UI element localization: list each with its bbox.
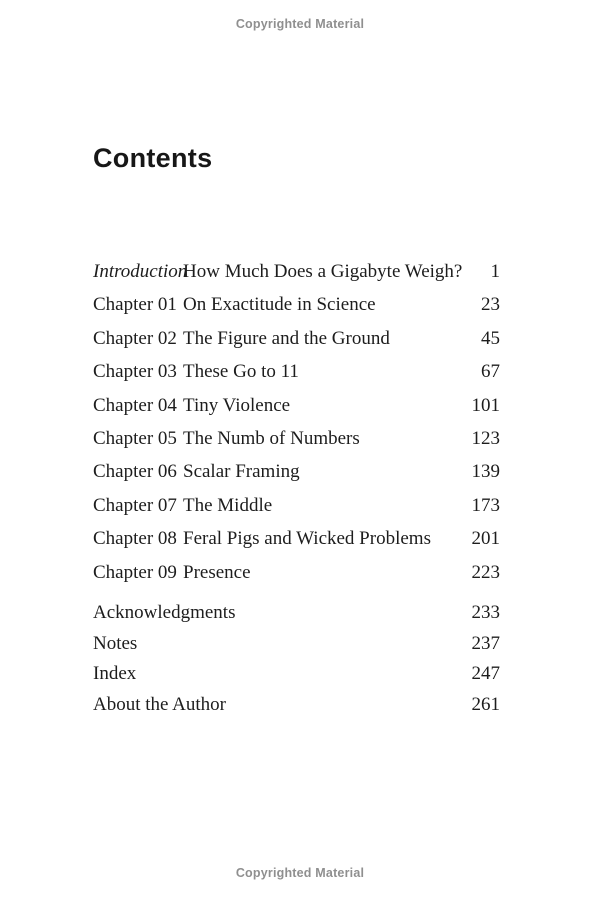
toc-entry-page: 45 bbox=[481, 327, 500, 349]
toc-entry-title: The Numb of Numbers bbox=[183, 427, 360, 449]
toc-entry bbox=[93, 556, 500, 589]
back-matter-page: 261 bbox=[471, 693, 500, 715]
toc-entry-label: Chapter 09 bbox=[93, 561, 177, 583]
toc-entry-label: Chapter 02 bbox=[93, 327, 177, 349]
back-matter-label: Acknowledgments bbox=[93, 602, 236, 623]
back-matter-entry bbox=[93, 629, 500, 660]
toc-entry bbox=[93, 322, 500, 355]
back-matter-entry bbox=[93, 598, 500, 629]
toc-entry bbox=[93, 422, 500, 455]
toc-entry-title: The Figure and the Ground bbox=[183, 327, 390, 349]
toc-entry-page: 223 bbox=[471, 561, 500, 583]
toc-entry-label: Chapter 03 bbox=[93, 361, 177, 383]
toc-entry-label: Chapter 01 bbox=[93, 294, 177, 316]
back-matter-label: Notes bbox=[93, 632, 138, 654]
toc-entry bbox=[93, 522, 500, 555]
toc-entry-title: These Go to 11 bbox=[183, 361, 299, 383]
page-title: Contents bbox=[93, 143, 213, 173]
toc-entry-title: Feral Pigs and Wicked Problems bbox=[183, 528, 431, 550]
toc-entry-title: Scalar Framing bbox=[183, 461, 300, 483]
toc-entry-title: On Exactitude in Science bbox=[183, 294, 376, 316]
toc-entry-page: 1 bbox=[490, 261, 500, 282]
back-matter-entry bbox=[93, 690, 500, 721]
toc-entry bbox=[93, 288, 500, 321]
toc-entry-page: 139 bbox=[471, 461, 500, 483]
toc-entry-label: Chapter 07 bbox=[93, 494, 177, 516]
toc-entry bbox=[93, 355, 500, 388]
copyright-notice-bottom: Copyrighted Material bbox=[235, 866, 365, 880]
toc-entry bbox=[93, 255, 500, 288]
toc-entry-title: The Middle bbox=[183, 494, 273, 516]
toc-entry-label: Chapter 05 bbox=[93, 427, 177, 449]
copyright-notice-top: Copyrighted Material bbox=[235, 17, 365, 31]
back-matter-list bbox=[93, 598, 500, 720]
back-matter-page: 247 bbox=[471, 663, 500, 685]
toc-entry-page: 201 bbox=[471, 528, 500, 550]
toc-entry-page: 101 bbox=[471, 394, 500, 416]
toc-entry-label: Introduction bbox=[93, 261, 188, 282]
toc-entry-page: 173 bbox=[471, 494, 500, 516]
back-matter-label: Index bbox=[93, 663, 137, 685]
toc-entry-title: Presence bbox=[183, 561, 251, 583]
toc-entry-page: 23 bbox=[481, 294, 500, 316]
back-matter-entry bbox=[93, 659, 500, 690]
toc-entry-page: 123 bbox=[471, 427, 500, 449]
toc-entry-label: Chapter 04 bbox=[93, 394, 177, 416]
back-matter-label: About the Author bbox=[93, 693, 226, 715]
toc-entry bbox=[93, 455, 500, 488]
toc-entry-page: 67 bbox=[481, 361, 500, 383]
toc-entry bbox=[93, 489, 500, 522]
toc-entry-title: How Much Does a Gigabyte Weigh? bbox=[183, 261, 463, 282]
table-of-contents bbox=[93, 255, 500, 589]
back-matter-page: 237 bbox=[471, 632, 500, 654]
toc-entry-title: Tiny Violence bbox=[183, 394, 291, 416]
toc-entry-label: Chapter 06 bbox=[93, 461, 177, 483]
toc-entry bbox=[93, 389, 500, 422]
back-matter-page: 233 bbox=[471, 602, 500, 623]
toc-entry-label: Chapter 08 bbox=[93, 528, 177, 550]
